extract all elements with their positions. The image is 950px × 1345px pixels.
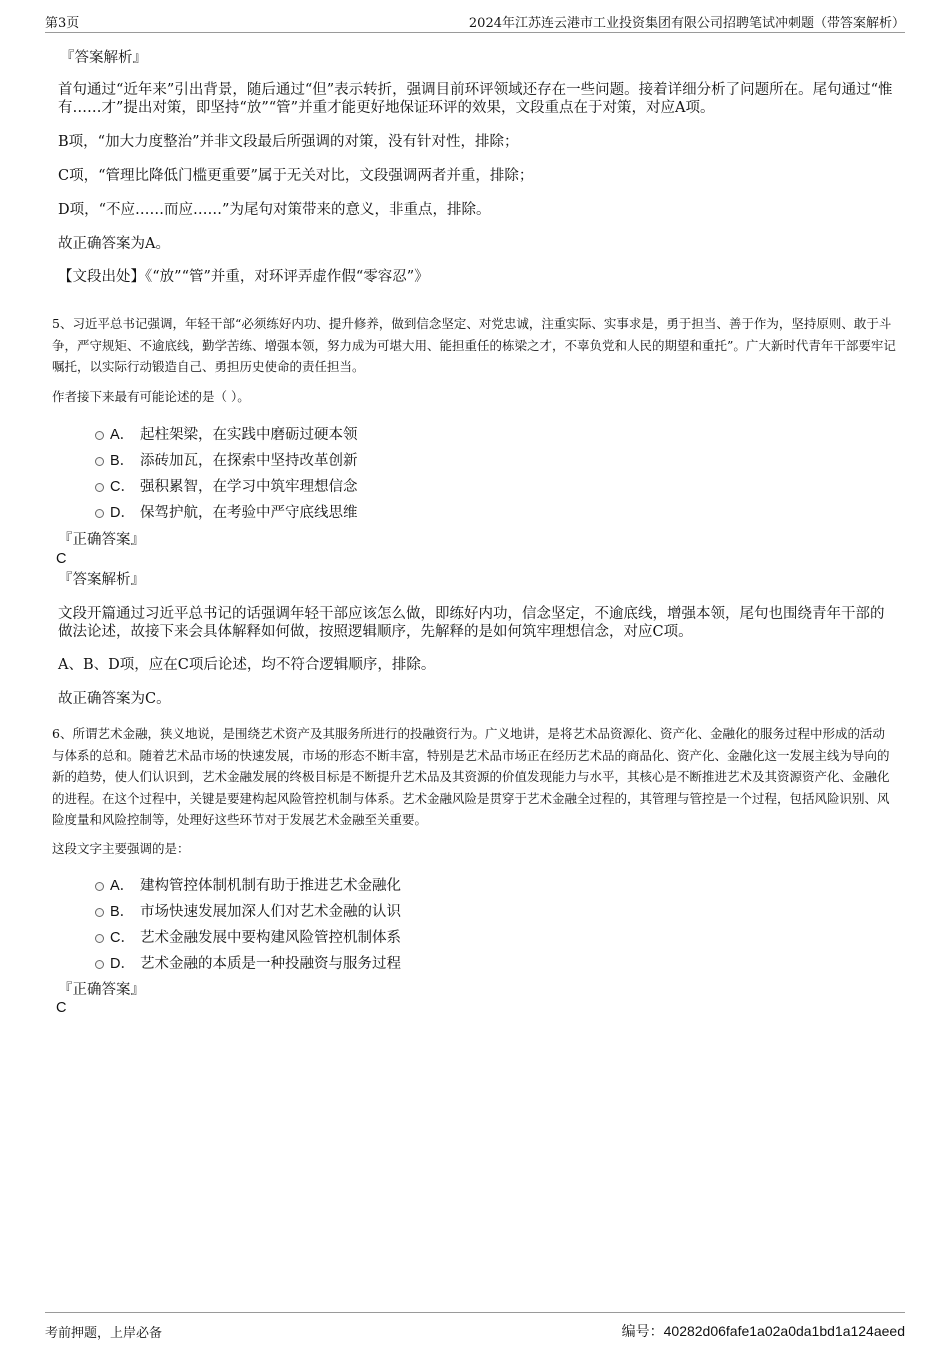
q4-analysis-option-b: B项，“加大力度整治”并非文段最后所强调的对策，没有针对性，排除； xyxy=(58,134,519,150)
radio-icon[interactable] xyxy=(95,457,104,466)
radio-icon[interactable] xyxy=(95,509,104,518)
radio-icon[interactable] xyxy=(95,960,104,969)
option-letter: A． xyxy=(110,877,135,894)
q5-option-a[interactable] xyxy=(95,422,358,444)
option-text: 建构管控体制机制有助于推进艺术金融化 xyxy=(140,877,401,894)
q6-option-a[interactable] xyxy=(95,873,401,895)
document-id: 编号：40282d06fafe1a02a0da1bd1a124aeed xyxy=(621,1323,905,1339)
q4-analysis-paragraph: 首句通过“近年来”引出背景，随后通过“但”表示转折，强调目前环评领域还存在一些问题。接着详细分析了问题所在。尾句通过“惟有……才”提出对策，即坚持“放”“管”并重才能更好地保证环评的效果，文段重点在于对策，对应A项。 xyxy=(58,82,893,116)
option-text: 艺术金融的本质是一种投融资与服务过程 xyxy=(140,955,401,972)
q6-answer: C xyxy=(56,1000,67,1016)
q4-conclusion: 故正确答案为A。 xyxy=(58,236,170,252)
q5-analysis-others: A、B、D项，应在C项后论述，均不符合逻辑顺序，排除。 xyxy=(58,657,436,673)
q5-option-b[interactable] xyxy=(95,448,358,470)
q4-source: 【文段出处】《“放”“管”并重，对环评弄虚作假“零容忍”》 xyxy=(58,269,429,285)
option-letter: D． xyxy=(110,955,135,972)
radio-icon[interactable] xyxy=(95,882,104,891)
page-number: 第3页 xyxy=(45,16,80,31)
q5-question: 作者接下来最有可能论述的是（ ）。 xyxy=(52,389,250,404)
q6-question: 这段文字主要强调的是： xyxy=(52,841,190,856)
q6-option-b[interactable] xyxy=(95,899,401,921)
q5-conclusion: 故正确答案为C。 xyxy=(58,691,171,707)
option-letter: C． xyxy=(110,478,135,495)
radio-icon[interactable] xyxy=(95,431,104,440)
option-letter: C． xyxy=(110,929,135,946)
q5-option-d[interactable] xyxy=(95,500,358,522)
q5-answer: C xyxy=(56,551,67,567)
q6-stem: 6、所谓艺术金融，狭义地说，是围绕艺术资产及其服务所进行的投融资行为。广义地讲，是将艺术品资源化、资产化、金融化的服务过程中形成的活动与体系的总和。随着艺术品市场的快速发展，市场的形态不断丰富，特别是艺术品市场正在经历艺术品的商品化、资产化、金融化这一发展主线为导向的新的趋势，使人们认识到，艺术金融发展的终极目标是不断提升艺术品及其资源的价值发现能力与水平，其核心是不断推进艺术及其资源资产化、金融化的进程。在这个过程中，关键是要建构起风险管控机制与体系。艺术金融风险是贯穿于艺术金融全过程的，其管理与管控是一个过程，包括风险识别、风险度量和风险控制等，处理好这些环节对于发展艺术金融至关重要。 xyxy=(52,726,890,827)
option-text: 市场快速发展加深人们对艺术金融的认识 xyxy=(140,903,401,920)
q5-option-c[interactable] xyxy=(95,474,358,496)
option-letter: B． xyxy=(110,452,135,469)
option-text: 保驾护航，在考验中严守底线思维 xyxy=(140,504,358,521)
q6-answer-label: 『正确答案』 xyxy=(58,982,145,998)
q4-analysis-option-d: D项，“不应……而应……”为尾句对策带来的意义，非重点，排除。 xyxy=(58,202,491,218)
q5-analysis-paragraph: 文段开篇通过习近平总书记的话强调年轻干部应该怎么做，即练好内功，信念坚定，不逾底线，增强本领，尾句也围绕青年干部的做法论述，故接下来会具体解释如何做，按照逻辑顺序，先解释的是如何筑牢理想信念，对应C项。 xyxy=(58,606,885,640)
q4-analysis-option-c: C项，“管理比降低门槛更重要”属于无关对比，文段强调两者并重，排除； xyxy=(58,168,534,184)
option-text: 添砖加瓦，在探索中坚持改革创新 xyxy=(140,452,358,469)
footer-slogan: 考前押题，上岸必备 xyxy=(45,1326,163,1341)
q5-stem: 5、习近平总书记强调，年轻干部“必须练好内功、提升修养，做到信念坚定、对党忠诚，注重实际、实事求是，勇于担当、善于作为，坚持原则、敢于斗争，严守规矩、不逾底线，勤学苦练、增强本领，努力成为可堪大用、能担重任的栋梁之才，不辜负党和人民的期望和重托”。广大新时代青年干部要牢记嘱托，以实际行动锻造自己、勇担历史使命的责任担当。 xyxy=(52,316,896,374)
option-letter: D． xyxy=(110,504,135,521)
page-footer xyxy=(45,1312,905,1341)
q4-analysis-label: 『答案解析』 xyxy=(60,50,147,66)
q5-analysis-label: 『答案解析』 xyxy=(58,572,145,588)
q5-answer-label: 『正确答案』 xyxy=(58,532,145,548)
option-text: 艺术金融发展中要构建风险管控机制体系 xyxy=(140,929,401,946)
radio-icon[interactable] xyxy=(95,934,104,943)
q6-option-d[interactable] xyxy=(95,951,401,973)
option-text: 起柱架梁，在实践中磨砺过硬本领 xyxy=(140,426,358,443)
option-letter: B． xyxy=(110,903,135,920)
page-header xyxy=(45,12,905,33)
radio-icon[interactable] xyxy=(95,483,104,492)
option-letter: A． xyxy=(110,426,135,443)
q6-option-c[interactable] xyxy=(95,925,401,947)
radio-icon[interactable] xyxy=(95,908,104,917)
document-title: 2024年江苏连云港市工业投资集团有限公司招聘笔试冲刺题（带答案解析） xyxy=(468,16,905,31)
option-text: 强积累智，在学习中筑牢理想信念 xyxy=(140,478,358,495)
